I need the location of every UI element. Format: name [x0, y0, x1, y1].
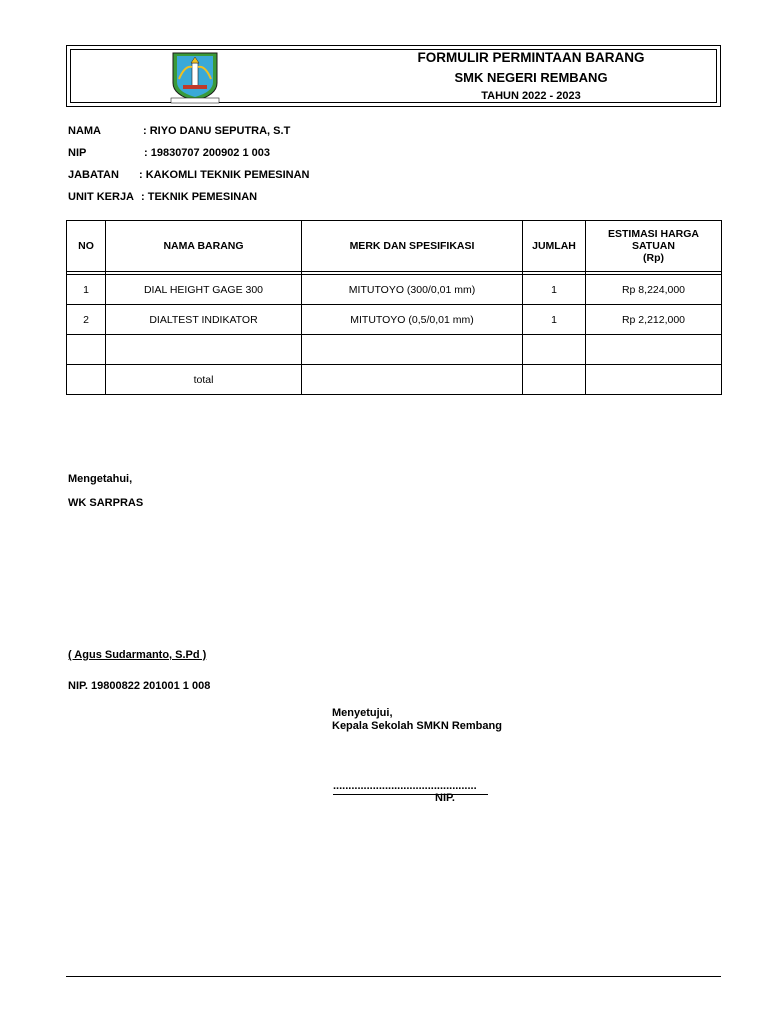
nama-row — [68, 125, 291, 137]
table-row — [67, 275, 722, 305]
total-row — [67, 365, 722, 395]
jabatan-label: JABATAN — [68, 169, 119, 181]
wk-signatory-nip: NIP. 19800822 201001 1 008 — [68, 680, 211, 692]
cell-harga: Rp 2,212,000 — [586, 305, 722, 335]
unit-row — [68, 191, 258, 203]
cell-nama-barang: DIALTEST INDIKATOR — [106, 305, 302, 335]
empty-table-row — [67, 335, 722, 365]
col-header-no: NO — [67, 221, 106, 272]
kepala-signature-line: ............................................... — [333, 782, 488, 795]
header-frame — [66, 45, 721, 107]
harga-header-line1: ESTIMASI HARGA — [607, 228, 699, 240]
col-header-merk: MERK DAN SPESIFIKASI — [302, 221, 523, 272]
academic-year: TAHUN 2022 - 2023 — [481, 90, 581, 102]
col-header-jumlah: JUMLAH — [523, 221, 586, 272]
col-header-harga — [586, 221, 722, 272]
wk-signatory-name: ( Agus Sudarmanto, S.Pd ) — [68, 649, 207, 661]
nip-row — [68, 147, 271, 159]
jabatan-value: : KAKOMLI TEKNIK PEMESINAN — [139, 169, 310, 181]
east-java-crest-logo — [165, 49, 225, 105]
cell-jumlah: 1 — [523, 275, 586, 305]
jabatan-row — [68, 169, 310, 181]
total-label: total — [106, 365, 302, 395]
kepala-nip-label: NIP. — [435, 792, 455, 804]
cell-nama-barang: DIAL HEIGHT GAGE 300 — [106, 275, 302, 305]
cell-no: 1 — [67, 275, 106, 305]
nip-label: NIP — [68, 147, 87, 159]
unit-value: : TEKNIK PEMESINAN — [141, 191, 258, 203]
wk-sarpras-label: WK SARPRAS — [68, 497, 144, 509]
nama-value: : RIYO DANU SEPUTRA, S.T — [143, 125, 291, 137]
nip-value: : 19830707 200902 1 003 — [144, 147, 271, 159]
footer-divider — [66, 976, 721, 977]
harga-header-line3: (Rp) — [643, 252, 664, 264]
nama-label: NAMA — [68, 125, 101, 137]
cell-jumlah: 1 — [523, 305, 586, 335]
mengetahui-label: Mengetahui, — [68, 473, 133, 485]
table-row — [67, 305, 722, 335]
cell-harga: Rp 8,224,000 — [586, 275, 722, 305]
harga-header-line2: SATUAN — [632, 240, 675, 252]
table-header-row — [67, 221, 722, 272]
cell-merk: MITUTOYO (0,5/0,01 mm) — [302, 305, 523, 335]
cell-no: 2 — [67, 305, 106, 335]
form-title: FORMULIR PERMINTAAN BARANG — [417, 50, 645, 65]
col-header-nama-barang: NAMA BARANG — [106, 221, 302, 272]
kepala-sekolah-label: Kepala Sekolah SMKN Rembang — [332, 720, 502, 732]
items-table — [66, 220, 722, 395]
cell-merk: MITUTOYO (300/0,01 mm) — [302, 275, 523, 305]
menyetujui-label: Menyetujui, — [332, 707, 393, 719]
unit-label: UNIT KERJA — [68, 191, 135, 203]
school-name: SMK NEGERI REMBANG — [454, 70, 608, 85]
